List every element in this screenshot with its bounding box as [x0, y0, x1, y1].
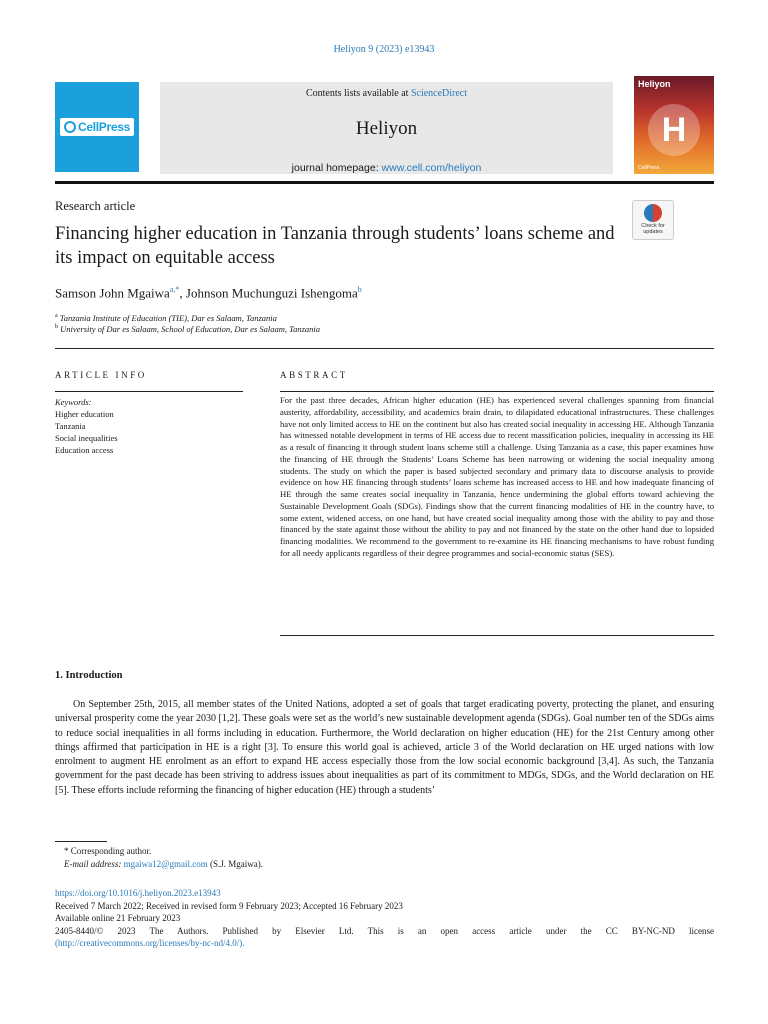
article-history: Received 7 March 2022; Received in revised form 9 February 2023; Accepted 16 February 2023	[55, 900, 403, 911]
doi-link[interactable]: https://doi.org/10.1016/j.heliyon.2023.e13943	[55, 888, 221, 898]
check-for-updates-button[interactable]	[632, 200, 674, 240]
article-info-divider	[55, 391, 243, 392]
journal-masthead	[55, 76, 714, 178]
affiliation-mark: b	[55, 324, 58, 331]
corresponding-mark: *	[64, 846, 69, 856]
article-title: Financing higher education in Tanzania through students’ loans scheme and its impact on equitable access	[55, 224, 615, 268]
article-info-heading: ARTICLE INFO	[55, 370, 147, 380]
sciencedirect-link[interactable]: ScienceDirect	[410, 88, 468, 99]
article-type: Research article	[55, 199, 136, 213]
header-divider	[55, 348, 714, 349]
masthead-panel	[160, 82, 613, 174]
keywords-block	[55, 396, 118, 456]
check-updates-icon	[644, 204, 662, 222]
email-note	[64, 859, 263, 869]
contents-available-line	[160, 88, 613, 99]
affiliation	[55, 324, 320, 334]
affiliation-text: Tanzania Institute of Education (TIE), Dar es Salaam, Tanzania	[59, 313, 277, 323]
license-link[interactable]: (http://creativecommons.org/licenses/by-nc-nd/4.0/).	[55, 938, 245, 948]
affiliation	[55, 313, 277, 323]
corresponding-text: Corresponding author.	[70, 846, 152, 856]
available-online: Available online 21 February 2023	[55, 913, 181, 923]
section-heading-introduction: 1. Introduction	[55, 670, 123, 681]
keyword: Education access	[55, 445, 114, 455]
email-link[interactable]: mgaiwa12@gmail.com	[123, 859, 208, 869]
affiliation-text: University of Dar es Salaam, School of Education, Dar es Salaam, Tanzania	[60, 324, 320, 334]
cover-footer: CellPress	[638, 165, 660, 171]
journal-cover-image[interactable]	[634, 76, 714, 174]
author-affiliation-marks[interactable]: a,*	[169, 285, 180, 294]
license-statement: 2405-8440/© 2023 The Authors. Published by Elsevier Ltd. This is an open access article under the CC BY-NC-ND license	[55, 925, 714, 936]
author-list: Samson John Mgaiwa$^{a,*}$, Johnson Muchunguzi Ishengoma$^b$	[55, 285, 362, 301]
cellpress-logo-text: CellPress	[77, 120, 130, 134]
abstract-text: For the past three decades, African higher education (HE) has experienced several challenges spanning from financial austerity, affordability, accessibility, and academics brain drain, to dilapidated educational infrastructures. These challenges have not only limited access to HE on the continent but also has created social inequality in accessing HE. Although Tanzania has witnessed notable development in terms of HE access due to recent massification policies, inequality in accessing its HE as a result of financing it through student loans scheme still a challenge. Using Tanzania as a case, this paper examines how the financing of HE through the Students’ Loans Scheme has been narrowing or widening the social inequality among students. The study on which the paper is based subjected secondary and primary data to discourse analysis to provide evidence on how HE financing through students’ loans scheme has increased access to HE and how inadequate financing of HE through the same creates social inequality in Tanzania, hence undermining the global efforts toward achieving the Sustainable Development Goals (SDGs). Findings show that the current financing modalities of HE in the country have, to some extent, widened access, on one hand, but have created social inequality among those with the ability to pay and those financed by the state against those without the ability to pay and not financed by the state on the other hand due to lopsided financing modalities. We recommend to the government to re-examine its HE financing mechanisms to have robust funding for all needy applicants regardless of their degree programmes and social-economic status (SES).	[280, 395, 714, 558]
email-suffix: (S.J. Mgaiwa).	[209, 859, 263, 869]
cellpress-circle-icon	[64, 121, 76, 133]
email-label: E-mail address:	[64, 859, 122, 869]
keyword: Tanzania	[55, 421, 86, 431]
check-updates-line2: updates	[643, 229, 663, 235]
abstract-top-divider	[280, 391, 714, 392]
journal-name: Heliyon	[355, 118, 418, 139]
author-name[interactable]: Samson John Mgaiwa	[55, 285, 170, 301]
journal-homepage-line	[160, 162, 613, 174]
cellpress-logo[interactable]	[55, 82, 139, 172]
cover-h-logo: H	[648, 104, 700, 156]
homepage-prefix: journal homepage:	[291, 162, 379, 174]
check-updates-line1: Check for	[641, 223, 665, 229]
introduction-paragraph: On September 25th, 2015, all member states of the United Nations, adopted a set of goals that target eradicating poverty, protecting the planet, and ensuring universal prosperity come the year 2030 [1,2]. These goals were set as the world’s new sustainable development agenda (SDGs). Goal number ten of the SDGs aims to reduce social inequalities in all forms including in education. Furthermore, the World declaration on higher education (HE) for the 21st Century among other things affirmed that participation in HE is a right [3]. To ensure this world goal is achieved, article 3 of the World declaration on HE urged nations with low enrolment to augment HE enrolment as an effort to expand HE access especially those from the low social economic background [3,4]. As such, the Tanzania government for the past decade has been striving to address issues about inequalities as part of its commitment to MDGs, SDGs, and the World declaration on HE [5]. These efforts include reforming the financing of higher education (HE) through a students’	[55, 699, 714, 796]
contents-prefix: Contents lists available at	[305, 88, 409, 99]
keyword: Higher education	[55, 409, 114, 419]
journal-homepage-link[interactable]: www.cell.com/heliyon	[381, 162, 482, 174]
masthead-divider	[55, 181, 714, 184]
cellpress-badge	[60, 118, 134, 136]
affiliation-mark: a	[55, 313, 58, 320]
publication-info	[55, 887, 714, 950]
author-name[interactable]: Johnson Muchunguzi Ishengoma	[185, 285, 358, 301]
keyword: Social inequalities	[55, 433, 118, 443]
cover-title: Heliyon	[638, 79, 671, 89]
journal-reference[interactable]: Heliyon 9 (2023) e13943	[333, 44, 435, 55]
footnote-divider	[55, 841, 107, 842]
author-affiliation-marks[interactable]: b	[357, 285, 362, 294]
abstract-bottom-divider	[280, 635, 714, 636]
corresponding-author-note	[64, 846, 151, 856]
keywords-label: Keywords:	[55, 397, 92, 407]
abstract-heading: ABSTRACT	[280, 370, 348, 380]
